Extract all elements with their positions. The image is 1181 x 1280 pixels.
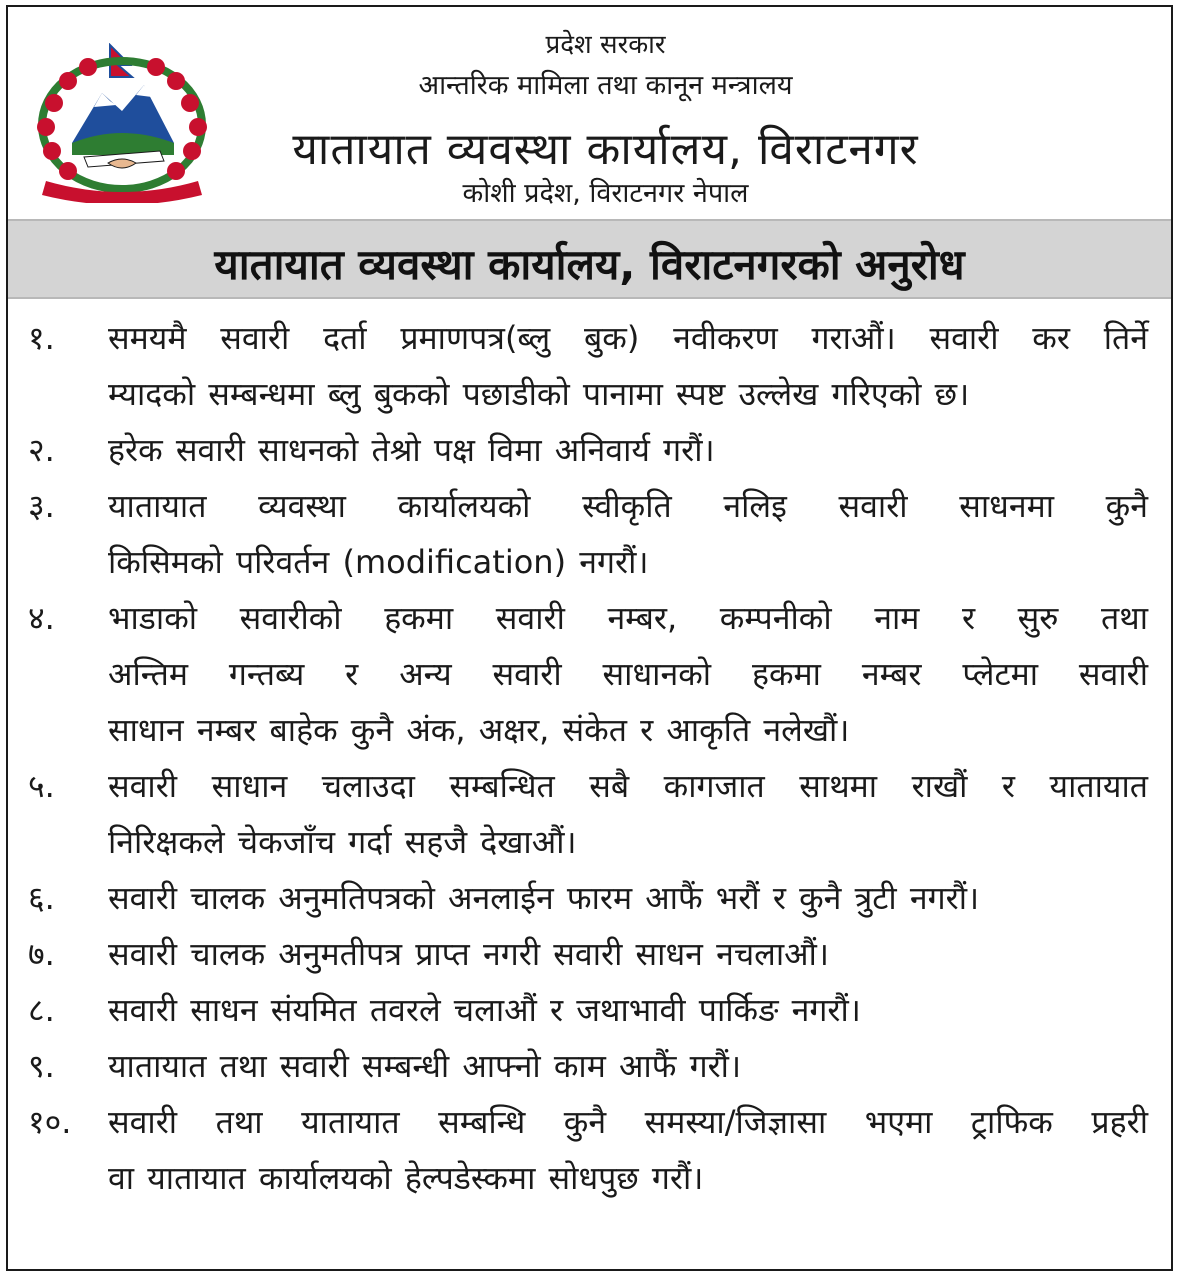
item-number: ८. [28,991,55,1029]
list-item [8,1038,1171,1094]
item-number: ६. [28,879,55,917]
list-item [8,590,1171,758]
list-item [8,1094,1171,1206]
item-text-line: सवारी चालक अनुमतीपत्र प्राप्त नगरी सवारी साधन नचलाऔं। [108,935,829,973]
item-text-line: किसिमको परिवर्तन (modification) नगरौं। [108,543,649,581]
item-text-line: म्यादको सम्बन्धमा ब्लु बुकको पछाडीको पानामा स्पष्ट उल्लेख गरिएको छ। [108,375,970,413]
item-number: ९. [28,1047,55,1085]
letterhead [8,7,1171,220]
list-item [8,478,1171,590]
item-number: ५. [28,767,55,805]
item-text-line: यातायात व्यवस्था कार्यालयको स्वीकृति नलिइ सवारी साधनमा कुनै [108,487,1148,525]
notice-title: यातायात व्यवस्था कार्यालय, विराटनगरको अनुरोध [214,240,965,289]
request-list [8,310,1171,1206]
item-number: १०. [28,1103,72,1141]
item-text-line: सवारी साधन संयमित तवरले चलाऔं र जथाभावी पार्किङ नगरौं। [108,991,861,1029]
item-number: १. [28,319,55,357]
item-number: ३. [28,487,55,525]
item-text-line: सवारी चालक अनुमतिपत्रको अनलाईन फारम आफैं भरौं र कुनै त्रुटी नगरौं। [108,879,980,917]
list-item [8,310,1171,422]
item-text-line: साधान नम्बर बाहेक कुनै अंक, अक्षर, संकेत र आकृति नलेखौं। [108,711,850,749]
office-address: कोशी प्रदेश, विराटनगर नेपाल [462,178,749,209]
list-item [8,982,1171,1038]
item-number: २. [28,431,55,469]
item-number: ७. [28,935,55,973]
list-item [8,870,1171,926]
government-name: प्रदेश सरकार [545,30,666,60]
item-text-line: हरेक सवारी साधनको तेश्रो पक्ष विमा अनिवार्य गरौं। [108,431,715,469]
ministry-name: आन्तरिक मामिला तथा कानून मन्त्रालय [418,70,793,101]
item-text-line: वा यातायात कार्यालयको हेल्पडेस्कमा सोधपुछ गरौं। [108,1159,704,1197]
item-text-line: सवारी तथा यातायात सम्बन्धि कुनै समस्या/जिज्ञासा भएमा ट्राफिक प्रहरी [108,1103,1148,1141]
item-text-line: भाडाको सवारीको हकमा सवारी नम्बर, कम्पनीको नाम र सुरु तथा [108,599,1148,637]
list-item [8,758,1171,870]
list-item [8,926,1171,982]
item-text-line: यातायात तथा सवारी सम्बन्धी आफ्नो काम आफैं गरौं। [108,1047,742,1085]
item-text-line: समयमै सवारी दर्ता प्रमाणपत्र(ब्लु बुक) नवीकरण गराऔं। सवारी कर तिर्ने [108,319,1148,357]
office-name: यातायात व्यवस्था कार्यालय, विराटनगर [292,124,919,175]
item-text-line: निरिक्षकले चेकजाँच गर्दा सहजै देखाऔं। [108,823,577,861]
list-item [8,422,1171,478]
item-text-line: अन्तिम गन्तब्य र अन्य सवारी साधानको हकमा नम्बर प्लेटमा सवारी [108,655,1148,693]
item-number: ४. [28,599,55,637]
notice-banner [8,219,1171,299]
item-text-line: सवारी साधान चलाउदा सम्बन्धित सबै कागजात साथमा राखौं र यातायात [108,767,1148,805]
